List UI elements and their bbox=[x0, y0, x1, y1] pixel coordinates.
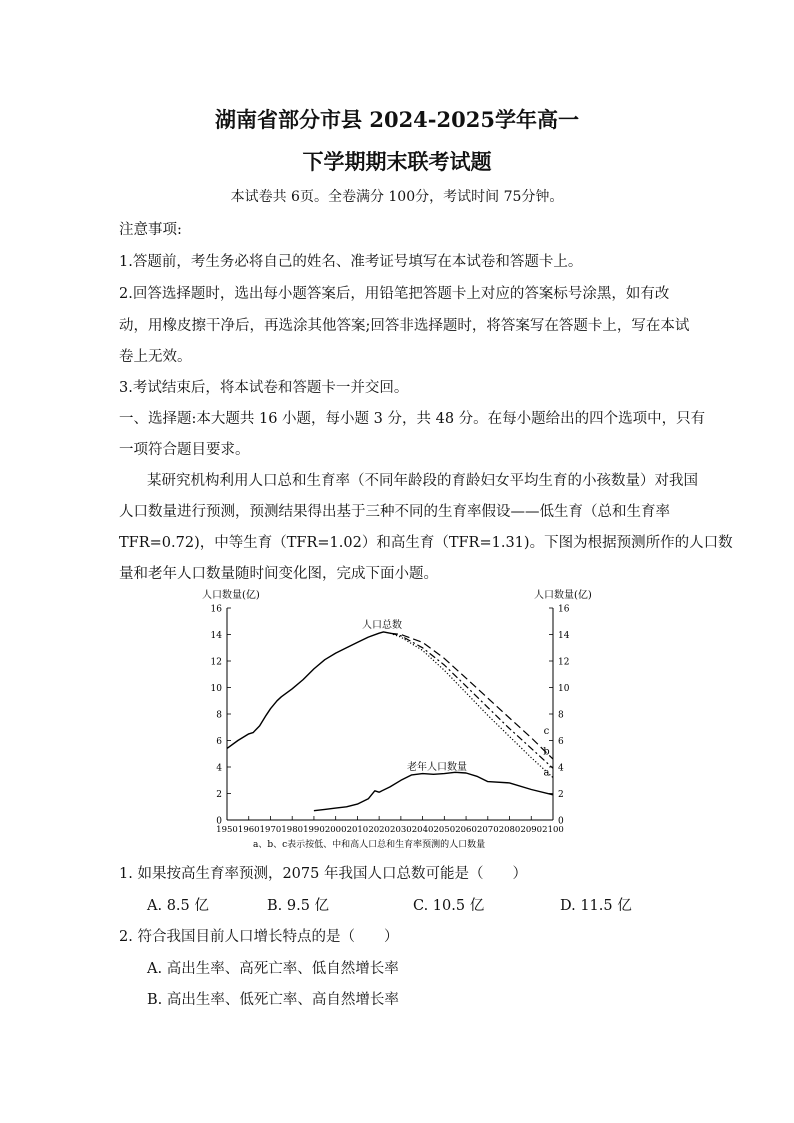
section-1-instructions-line-2: 一项符合题目要求。 bbox=[119, 442, 250, 458]
chart-ytick-label-right: 2 bbox=[558, 790, 564, 800]
chart-xtick-label: 2010 bbox=[346, 825, 369, 835]
chart-xtick-label: 2100 bbox=[542, 825, 564, 835]
chart-ytick-label-left: 10 bbox=[210, 684, 222, 694]
passage-line-4: 量和老年人口数量随时间变化图，完成下面小题。 bbox=[119, 566, 438, 582]
chart-ytick-label-right: 16 bbox=[558, 604, 570, 615]
notes-item-2-line-1: 2.回答选择题时，选出每小题答案后，用铅笔把答题卡上对应的答案标号涂黑，如有改 bbox=[119, 286, 670, 302]
chart-xtick-label: 2070 bbox=[476, 825, 499, 835]
question-1-option-d[interactable]: D. 11.5 亿 bbox=[560, 898, 632, 914]
exam-title-line1: 湖南省部分市县 2024-2025学年高一 bbox=[215, 107, 579, 132]
chart-xtick-label: 2090 bbox=[520, 825, 543, 835]
chart-ytick-label-left: 8 bbox=[216, 710, 222, 721]
chart-series-line-4 bbox=[314, 772, 553, 810]
chart-ytick-label-left: 16 bbox=[210, 604, 222, 615]
question-2-option-b[interactable]: B. 高出生率、低死亡率、高自然增长率 bbox=[147, 992, 399, 1008]
chart-series-line-3 bbox=[390, 633, 553, 759]
question-1-option-a[interactable]: A. 8.5 亿 bbox=[147, 898, 209, 914]
chart-ytick-label-right: 6 bbox=[558, 737, 564, 747]
chart-xtick-label: 1970 bbox=[259, 825, 282, 835]
chart-ytick-label-left: 4 bbox=[216, 763, 222, 774]
chart-series-line-1 bbox=[390, 633, 553, 777]
chart-ytick-label-right: 0 bbox=[558, 816, 564, 827]
chart-ytick-label-right: 10 bbox=[558, 684, 570, 694]
chart-xtick-label: 1960 bbox=[237, 825, 260, 835]
chart-ytick-label-right: 14 bbox=[558, 631, 570, 641]
question-1-option-c[interactable]: C. 10.5 亿 bbox=[413, 898, 485, 914]
chart-xtick-label: 1950 bbox=[216, 825, 238, 835]
chart-series-label-b: b bbox=[543, 746, 550, 758]
chart-ylabel-left: 人口数量(亿) bbox=[202, 590, 260, 601]
chart-series-label-a: a bbox=[543, 767, 550, 779]
passage-line-2: 人口数量进行预测，预测结果得出基于三种不同的生育率假设——低生育（总和生育率 bbox=[119, 504, 670, 520]
section-1-instructions-line-1: 一、选择题:本大题共 16 小题，每小题 3 分，共 48 分。在每小题给出的四个选项中，只有 bbox=[119, 411, 706, 427]
question-1-option-b[interactable]: B. 9.5 亿 bbox=[267, 898, 330, 914]
question-2-option-a[interactable]: A. 高出生率、高死亡率、低自然增长率 bbox=[147, 961, 399, 977]
chart-xtick-label: 1980 bbox=[281, 825, 304, 835]
passage-line-1: 某研究机构利用人口总和生育率（不同年龄段的育龄妇女平均生育的小孩数量）对我国 bbox=[147, 473, 698, 489]
notes-item-2-line-3: 卷上无效。 bbox=[119, 349, 192, 365]
passage-line-3: TFR=0.72)，中等生育（TFR=1.02）和高生育（TFR=1.31)。下图为根据预测所作的人口数 bbox=[119, 535, 733, 551]
chart-ylabel-right: 人口数量(亿) bbox=[534, 590, 592, 601]
chart-xtick-label: 2080 bbox=[498, 825, 521, 835]
notes-heading: 注意事项: bbox=[119, 222, 182, 238]
chart-series-label-c: c bbox=[543, 725, 550, 737]
chart-annotation-total: 人口总数 bbox=[362, 620, 402, 631]
question-1-stem: 1. 如果按高生育率预测，2075 年我国人口总数可能是（ ） bbox=[119, 866, 527, 882]
exam-info: 本试卷共 6页。全卷满分 100分，考试时间 75分钟。 bbox=[230, 189, 564, 205]
chart-xtick-label: 2000 bbox=[324, 825, 347, 835]
chart-xtick-label: 2030 bbox=[390, 825, 412, 835]
chart-ytick-label-left: 6 bbox=[216, 737, 222, 747]
chart-xtick-label: 2020 bbox=[368, 825, 390, 835]
chart-series-line-0 bbox=[227, 632, 390, 749]
chart-annotation-elderly: 老年人口数量 bbox=[407, 762, 467, 773]
chart-ytick-label-right: 4 bbox=[558, 763, 564, 774]
notes-item-1: 1.答题前，考生务必将自己的姓名、准考证号填写在本试卷和答题卡上。 bbox=[119, 254, 583, 270]
population-forecast-chart bbox=[190, 584, 610, 854]
chart-ytick-label-right: 8 bbox=[558, 710, 564, 721]
chart-xtick-label: 1990 bbox=[303, 825, 325, 835]
chart-caption: a、b、c表示按低、中和高人口总和生育率预测的人口数量 bbox=[253, 840, 486, 850]
question-2-stem: 2. 符合我国目前人口增长特点的是（ ） bbox=[119, 929, 399, 945]
chart-xtick-label: 2040 bbox=[411, 825, 434, 835]
chart-ytick-label-left: 2 bbox=[216, 790, 222, 800]
chart-xtick-label: 2060 bbox=[455, 825, 477, 835]
notes-item-2-line-2: 动，用橡皮擦干净后，再选涂其他答案;回答非选择题时，将答案写在答题卡上，写在本试 bbox=[119, 318, 690, 334]
chart-ytick-label-left: 12 bbox=[210, 657, 222, 668]
chart-xtick-label: 2050 bbox=[433, 825, 456, 835]
notes-item-3: 3.考试结束后，将本试卷和答题卡一并交回。 bbox=[119, 380, 409, 396]
chart-ytick-label-left: 14 bbox=[210, 631, 222, 641]
chart-ytick-label-left: 0 bbox=[216, 816, 222, 827]
chart-series-line-2 bbox=[390, 633, 553, 768]
exam-title-line2: 下学期期末联考试题 bbox=[302, 149, 492, 174]
chart-ytick-label-right: 12 bbox=[558, 657, 570, 668]
